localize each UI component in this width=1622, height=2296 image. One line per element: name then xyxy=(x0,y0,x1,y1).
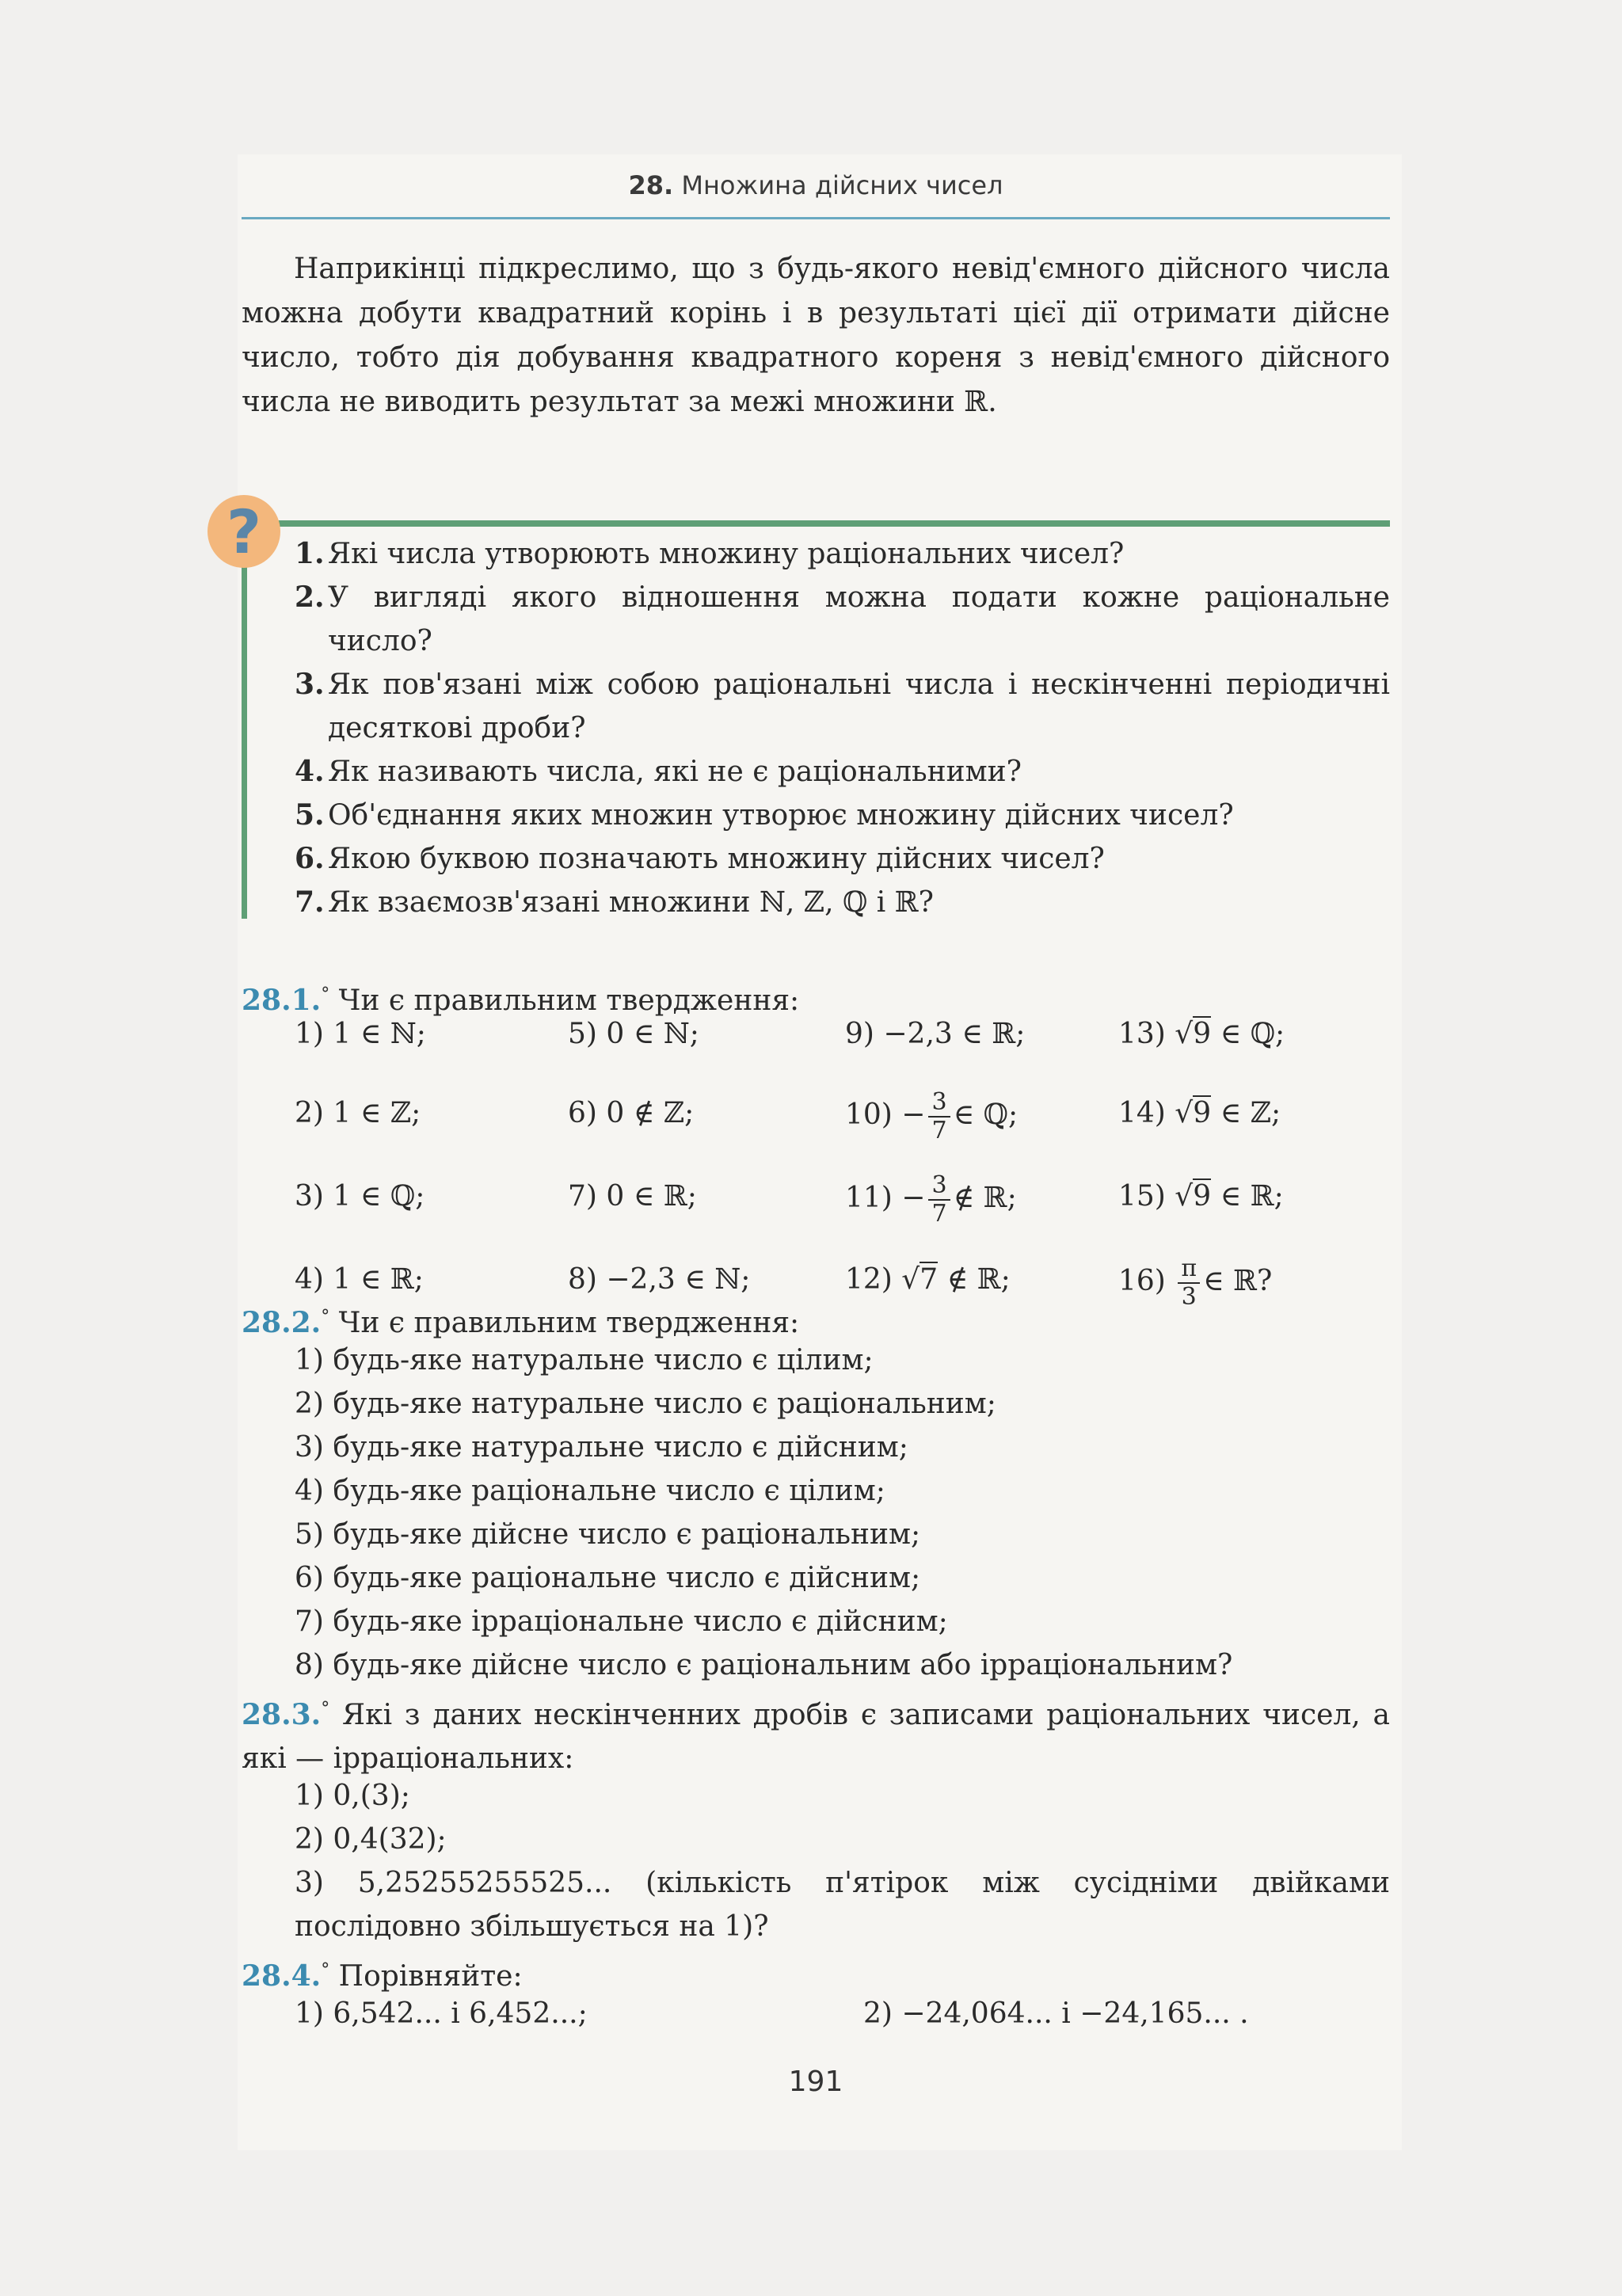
list-item: 1) 6,542... і 6,452...; xyxy=(295,1997,588,2030)
header-rule xyxy=(242,217,1390,219)
item-1: 1) 1 ∈ ℕ; xyxy=(295,1018,426,1050)
item-8: 8) −2,3 ∈ ℕ; xyxy=(568,1263,751,1296)
review-questions xyxy=(295,532,1390,924)
intro-paragraph: Наприкінці підкреслимо, що з будь-якого невід'ємного дійсного числа можна добути квадратний корінь і в результаті цієї дії отримати дійсне число, тобто дія добування квадратного кореня з невід'ємного дійсного числа не виводить результат за межі множини ℝ. xyxy=(242,253,1390,418)
list-item: 2) 0,4(32); xyxy=(295,1823,447,1856)
review-question: 4. Як називають числа, які не є раціональними? xyxy=(295,755,1022,788)
exercise-28-3-heading: 28.3.° Які з даних нескінченних дробів є записами раціональних чисел, а які — ірраціональних: xyxy=(242,1698,1390,1775)
item-5: 5) 0 ∈ ℕ; xyxy=(568,1018,699,1050)
running-head xyxy=(242,170,1390,200)
review-question: 2. У вигляді якого відношення можна подати кожне раціональне число? xyxy=(295,581,1390,657)
exercise-28-2-list xyxy=(295,1338,1390,1687)
item-12: 12) √7 ∉ ℝ; xyxy=(845,1263,1011,1296)
questions-top-rule xyxy=(261,520,1390,527)
exercise-28-4-heading: 28.4.° Порівняйте: xyxy=(242,1959,523,1993)
item-9: 9) −2,3 ∈ ℝ; xyxy=(845,1018,1026,1050)
item-14: 14) √9 ∈ ℤ; xyxy=(1118,1097,1281,1129)
list-item: 5) будь-яке дійсне число є раціональним; xyxy=(295,1518,921,1551)
list-item: 3) будь-яке натуральне число є дійсним; xyxy=(295,1431,908,1464)
item-4: 4) 1 ∈ ℝ; xyxy=(295,1263,424,1296)
exercise-28-2-heading: 28.2.° Чи є правильним твердження: xyxy=(242,1306,800,1339)
item-16: 16) $\frac{\pi}{3}$ ∈ ℝ? xyxy=(1118,1255,1273,1311)
item-11: 11) − $\frac{3}{7}$ ∉ ℝ; xyxy=(845,1171,1017,1228)
review-question: 7. Як взаємозв'язані множини ℕ, ℤ, ℚ і ℝ? xyxy=(295,885,934,919)
item-10: 10) − $\frac{3}{7}$ ∈ ℚ; xyxy=(845,1088,1019,1144)
exercise-28-1-heading: 28.1.° Чи є правильним твердження: xyxy=(242,984,800,1017)
questions-side-rule xyxy=(242,546,247,919)
exercise-28-3-list xyxy=(295,1774,1390,1948)
item-2: 2) 1 ∈ ℤ; xyxy=(295,1097,421,1129)
review-question: 5. Об'єднання яких множин утворює множину дійсних чисел? xyxy=(295,798,1234,832)
list-item: 2) будь-яке натуральне число є раціональним; xyxy=(295,1388,996,1420)
item-6: 6) 0 ∉ ℤ; xyxy=(568,1097,695,1129)
review-question: 3. Як пов'язані між собою раціональні числа і нескінченні періодичні десяткові дроби? xyxy=(295,668,1390,744)
list-item: 3) 5,25255255525... (кількість п'ятірок між сусідніми двійками послідовно збільшується на 1)? xyxy=(295,1867,1390,1943)
review-question: 6. Якою буквою позначають множину дійсних чисел? xyxy=(295,842,1105,875)
item-15: 15) √9 ∈ ℝ; xyxy=(1118,1180,1284,1213)
item-3: 3) 1 ∈ ℚ; xyxy=(295,1180,425,1213)
item-13: 13) √9 ∈ ℚ; xyxy=(1118,1018,1285,1050)
list-item: 4) будь-яке раціональне число є цілим; xyxy=(295,1475,885,1507)
question-mark-icon: ? xyxy=(208,495,280,568)
list-item: 1) 0,(3); xyxy=(295,1780,410,1812)
list-item: 2) −24,064... і −24,165... . xyxy=(863,1997,1249,2030)
list-item: 6) будь-яке раціональне число є дійсним; xyxy=(295,1562,921,1594)
list-item: 7) будь-яке ірраціональне число є дійсним; xyxy=(295,1605,948,1638)
list-item: 8) будь-яке дійсне число є раціональним або ірраціональним? xyxy=(295,1649,1233,1681)
section-number: 28. xyxy=(628,170,674,200)
page-number: 191 xyxy=(788,2066,843,2098)
review-question: 1. Які числа утворюють множину раціональних чисел? xyxy=(295,537,1125,570)
section-title: Множина дійсних чисел xyxy=(681,170,1003,200)
item-7: 7) 0 ∈ ℝ; xyxy=(568,1180,697,1213)
list-item: 1) будь-яке натуральне число є цілим; xyxy=(295,1344,874,1376)
